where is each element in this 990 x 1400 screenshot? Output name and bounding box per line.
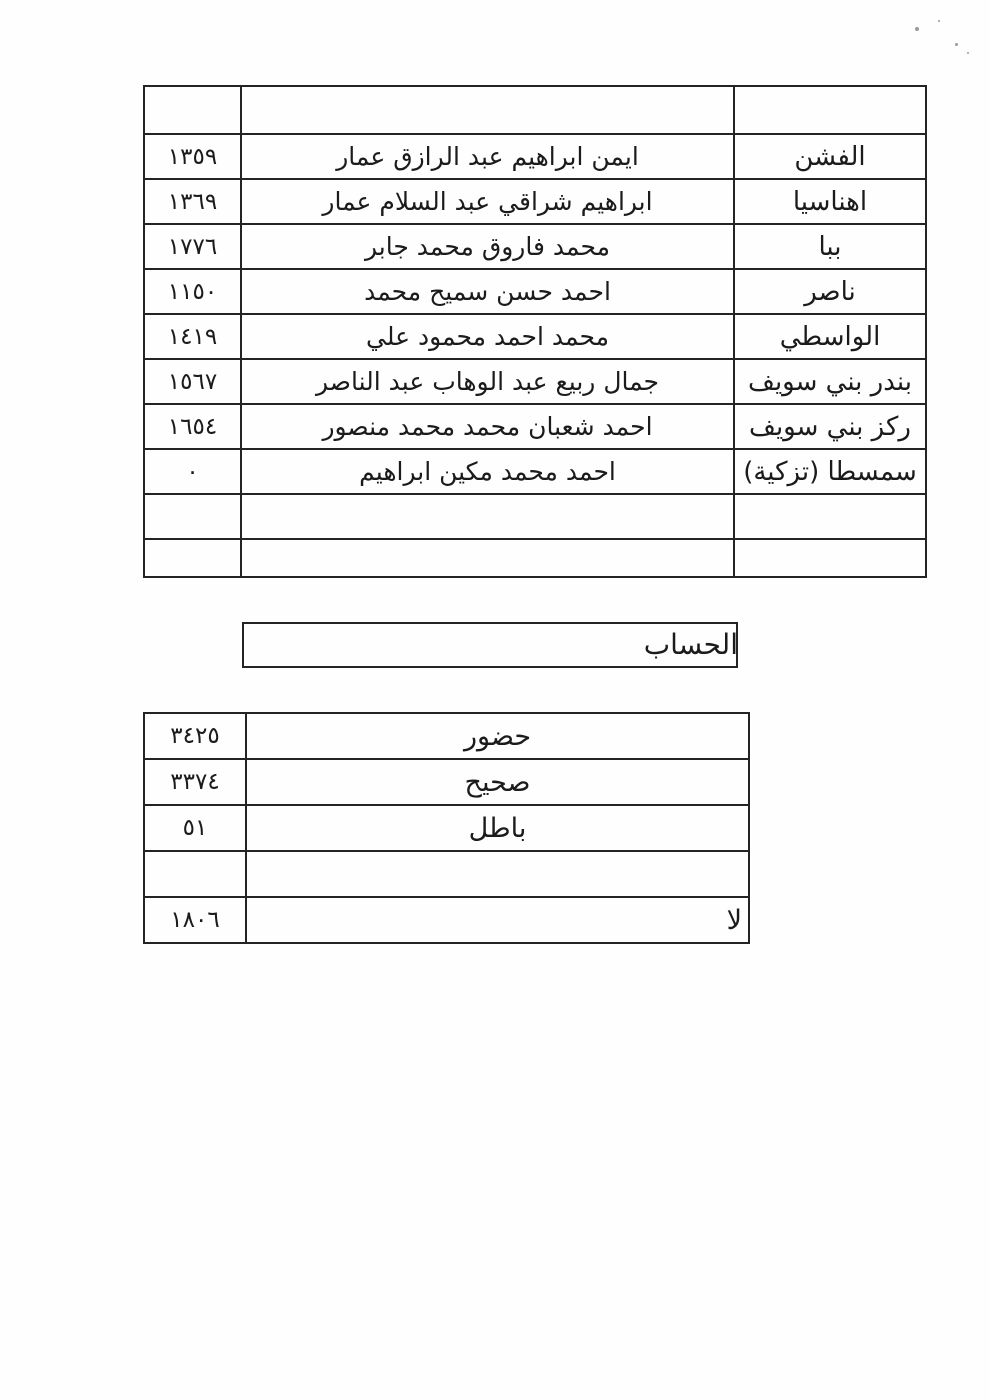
results-row	[144, 224, 926, 269]
tally-section-label: الحساب	[643, 628, 738, 661]
results-table	[143, 85, 927, 578]
candidate-name-cell: ايمن ابراهيم عبد الرازق عمار	[241, 134, 734, 179]
summary-row	[144, 897, 749, 943]
vote-count-cell: ١٧٧٦	[144, 224, 241, 269]
candidate-name-cell: جمال ربيع عبد الوهاب عبد الناصر	[241, 359, 734, 404]
candidate-name-cell	[241, 494, 734, 539]
summary-label-cell: صحيح	[246, 759, 749, 805]
summary-label-cell: باطل	[246, 805, 749, 851]
summary-value-cell: ١٨٠٦	[144, 897, 246, 943]
results-row	[144, 449, 926, 494]
count-header-cell	[144, 86, 241, 134]
candidate-name-cell: محمد احمد محمود علي	[241, 314, 734, 359]
vote-count-cell	[144, 539, 241, 577]
candidate-name-cell	[241, 539, 734, 577]
district-header-cell	[734, 86, 926, 134]
district-cell: ببا	[734, 224, 926, 269]
results-empty-row	[144, 494, 926, 539]
vote-count-cell: ١٥٦٧	[144, 359, 241, 404]
summary-value-cell: ٣٤٢٥	[144, 713, 246, 759]
district-cell	[734, 494, 926, 539]
results-header-row	[144, 86, 926, 134]
scan-speck	[955, 43, 958, 46]
summary-empty-row	[144, 851, 749, 897]
summary-label-cell: حضور	[246, 713, 749, 759]
summary-row	[144, 713, 749, 759]
summary-value-cell: ٣٣٧٤	[144, 759, 246, 805]
summary-label-cell: لا	[246, 897, 749, 943]
tally-section-box	[242, 622, 738, 668]
summary-table	[143, 712, 750, 944]
candidate-name-cell: احمد محمد مكين ابراهيم	[241, 449, 734, 494]
district-cell: سمسطا (تزكية)	[734, 449, 926, 494]
candidate-name-cell: ابراهيم شراقي عبد السلام عمار	[241, 179, 734, 224]
vote-count-cell: ١٦٥٤	[144, 404, 241, 449]
summary-value-cell	[144, 851, 246, 897]
district-cell: ناصر	[734, 269, 926, 314]
candidate-name-cell: محمد فاروق محمد جابر	[241, 224, 734, 269]
district-cell	[734, 539, 926, 577]
vote-count-cell: ١١٥٠	[144, 269, 241, 314]
vote-count-cell: ١٣٥٩	[144, 134, 241, 179]
vote-count-cell	[144, 494, 241, 539]
summary-row	[144, 759, 749, 805]
district-cell: الواسطي	[734, 314, 926, 359]
results-row	[144, 314, 926, 359]
summary-label-cell	[246, 851, 749, 897]
scan-speck	[967, 52, 969, 54]
district-cell: ركز بني سويف	[734, 404, 926, 449]
candidate-name-cell: احمد حسن سميح محمد	[241, 269, 734, 314]
results-row	[144, 359, 926, 404]
district-cell: بندر بني سويف	[734, 359, 926, 404]
scan-speck	[938, 20, 940, 22]
scan-speck	[915, 27, 919, 31]
name-header-cell	[241, 86, 734, 134]
vote-count-cell: ١٤١٩	[144, 314, 241, 359]
summary-row	[144, 805, 749, 851]
district-cell: اهناسيا	[734, 179, 926, 224]
results-row	[144, 404, 926, 449]
results-empty-row	[144, 539, 926, 577]
vote-count-cell: ٠	[144, 449, 241, 494]
summary-value-cell: ٥١	[144, 805, 246, 851]
results-row	[144, 269, 926, 314]
results-row	[144, 179, 926, 224]
candidate-name-cell: احمد شعبان محمد محمد منصور	[241, 404, 734, 449]
district-cell: الفشن	[734, 134, 926, 179]
results-row	[144, 134, 926, 179]
vote-count-cell: ١٣٦٩	[144, 179, 241, 224]
